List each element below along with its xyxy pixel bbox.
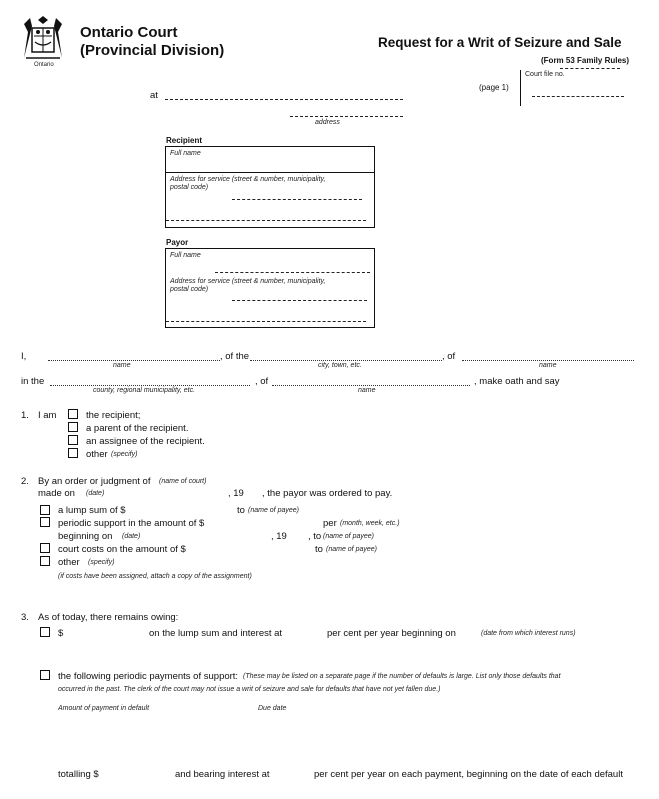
- payor-address-label: Address for service (street & number, municipality,: [170, 278, 326, 285]
- other-label-2: other: [58, 557, 80, 568]
- court-costs-to: to: [315, 544, 323, 555]
- bearing-interest-text: and bearing interest at: [175, 769, 270, 780]
- checkbox-lump-owing[interactable]: [40, 627, 50, 637]
- year-19-2: , 19: [271, 531, 287, 542]
- periodic-label: periodic support in the amount of $: [58, 518, 205, 529]
- at-label: at: [150, 90, 158, 101]
- made-on-date-caption: (date): [86, 490, 105, 497]
- checkbox-parent[interactable]: [68, 422, 78, 432]
- final-interest-text: per cent per year on each payment, beginning on the date of each default: [314, 769, 623, 780]
- form-title: Request for a Writ of Seizure and Sale: [378, 35, 622, 50]
- recipient-heading: Recipient: [166, 136, 203, 145]
- periodic-per-caption: (month, week, etc.): [340, 520, 400, 527]
- court-address-field[interactable]: [290, 116, 403, 117]
- court-name-line1: Ontario Court: [80, 24, 178, 41]
- payor-full-name-label: Full name: [170, 252, 201, 259]
- amount-in-default-header: Amount of payment in default: [58, 705, 150, 712]
- due-date-header: Due date: [258, 705, 287, 712]
- oath-of: , of: [442, 351, 456, 362]
- periodic-per: per: [323, 518, 337, 529]
- oath-i: I,: [21, 351, 27, 362]
- checkbox-other-2[interactable]: [40, 556, 50, 566]
- payor-ordered-text: , the payor was ordered to pay.: [262, 488, 393, 499]
- court-name-line2: (Provincial Division): [80, 42, 225, 59]
- deponent-city-field[interactable]: [250, 360, 442, 361]
- beginning-on-label: beginning on: [58, 531, 113, 542]
- ontario-crest-icon: [18, 14, 68, 62]
- checkbox-periodic-owing[interactable]: [40, 670, 50, 680]
- payor-address-label-2: postal code): [170, 286, 209, 293]
- county-field[interactable]: [50, 385, 250, 386]
- crest-caption: Ontario: [34, 62, 54, 68]
- lump-sum-label: a lump sum of $: [58, 505, 126, 516]
- caption-name-2: name: [539, 362, 557, 369]
- court-costs-payee-caption: (name of payee): [326, 546, 377, 553]
- court-costs-label: court costs on the amount of $: [58, 544, 186, 555]
- name-of-court-caption: (name of court): [159, 478, 207, 485]
- payor-heading: Payor: [166, 238, 189, 247]
- payor-address-line1[interactable]: [232, 300, 367, 301]
- section1-number: 1.: [21, 410, 29, 421]
- section3-lead: As of today, there remains owing:: [38, 612, 179, 623]
- periodic-payee-caption: (name of payee): [323, 533, 374, 540]
- oath-make-oath: , make oath and say: [474, 376, 560, 387]
- checkbox-recipient[interactable]: [68, 409, 78, 419]
- recipient-address-line1[interactable]: [232, 199, 362, 200]
- payor-full-name-field[interactable]: [215, 272, 370, 273]
- checkbox-other[interactable]: [68, 448, 78, 458]
- periodic-owing-note-1: (These may be listed on a separate page if the number of defaults is large. List only those defaults that: [243, 673, 561, 680]
- checkbox-court-costs[interactable]: [40, 543, 50, 553]
- payor-address-line2[interactable]: [166, 321, 366, 322]
- recipient-address-line2[interactable]: [166, 220, 366, 221]
- section1-lead: I am: [38, 410, 57, 421]
- court-file-top-line: [560, 68, 620, 69]
- address-caption: address: [315, 119, 340, 126]
- other-specify-2: (specify): [88, 559, 115, 566]
- caption-county: county, regional municipality, etc.: [93, 387, 196, 394]
- recipient-full-name-label: Full name: [170, 150, 201, 157]
- section2-number: 2.: [21, 476, 29, 487]
- periodic-owing-lead: the following periodic payments of support:: [58, 671, 239, 682]
- form-number: (Form 53 Family Rules): [541, 56, 630, 65]
- oath-in-the: in the: [21, 376, 45, 387]
- lump-interest-text: on the lump sum and interest at: [149, 628, 283, 639]
- oath-of-2: , of: [255, 376, 269, 387]
- made-on-label: made on: [38, 488, 75, 499]
- periodic-owing-note-2: occurred in the past. The clerk of the court may not issue a writ of seizure and sale for defaults that have not yet fallen due.): [58, 686, 441, 693]
- year-19: , 19: [228, 488, 244, 499]
- deponent-place-field[interactable]: [462, 360, 634, 361]
- checkbox-assignee[interactable]: [68, 435, 78, 445]
- oath-of-the: , of the: [220, 351, 250, 362]
- court-file-divider: [520, 70, 521, 106]
- option-parent: a parent of the recipient.: [86, 423, 189, 434]
- recipient-address-label: Address for service (street & number, municipality,: [170, 176, 326, 183]
- periodic-to: , to: [308, 531, 322, 542]
- recipient-full-name-field[interactable]: [165, 172, 374, 173]
- beginning-date-caption: (date): [122, 533, 141, 540]
- option-assignee: an assignee of the recipient.: [86, 436, 205, 447]
- interest-date-caption: (date from which interest runs): [481, 630, 576, 637]
- totalling-label: totalling $: [58, 769, 99, 780]
- option-other: other: [86, 449, 108, 460]
- checkbox-periodic[interactable]: [40, 517, 50, 527]
- deponent-name-field[interactable]: [48, 360, 220, 361]
- page-number: (page 1): [479, 83, 509, 92]
- lump-sum-payee-caption: (name of payee): [248, 507, 299, 514]
- option-other-specify: (specify): [111, 451, 138, 458]
- court-file-label: Court file no.: [525, 71, 565, 78]
- caption-name-3: name: [358, 387, 376, 394]
- county-name-field[interactable]: [272, 385, 470, 386]
- recipient-address-label-2: postal code): [170, 184, 209, 191]
- option-recipient: the recipient;: [86, 410, 141, 421]
- per-cent-beginning-text: per cent per year beginning on: [327, 628, 456, 639]
- section3-number: 3.: [21, 612, 29, 623]
- caption-name-1: name: [113, 362, 131, 369]
- lump-sum-to: to: [237, 505, 245, 516]
- court-location-field[interactable]: [165, 99, 403, 100]
- caption-city: city, town, etc.: [318, 362, 362, 369]
- checkbox-lump-sum[interactable]: [40, 505, 50, 515]
- section2-line1: By an order or judgment of: [38, 476, 151, 487]
- court-file-number-field[interactable]: [532, 96, 624, 97]
- costs-assigned-note: (if costs have been assigned, attach a copy of the assignment): [58, 573, 252, 580]
- lump-owing-dollar: $: [58, 628, 64, 639]
